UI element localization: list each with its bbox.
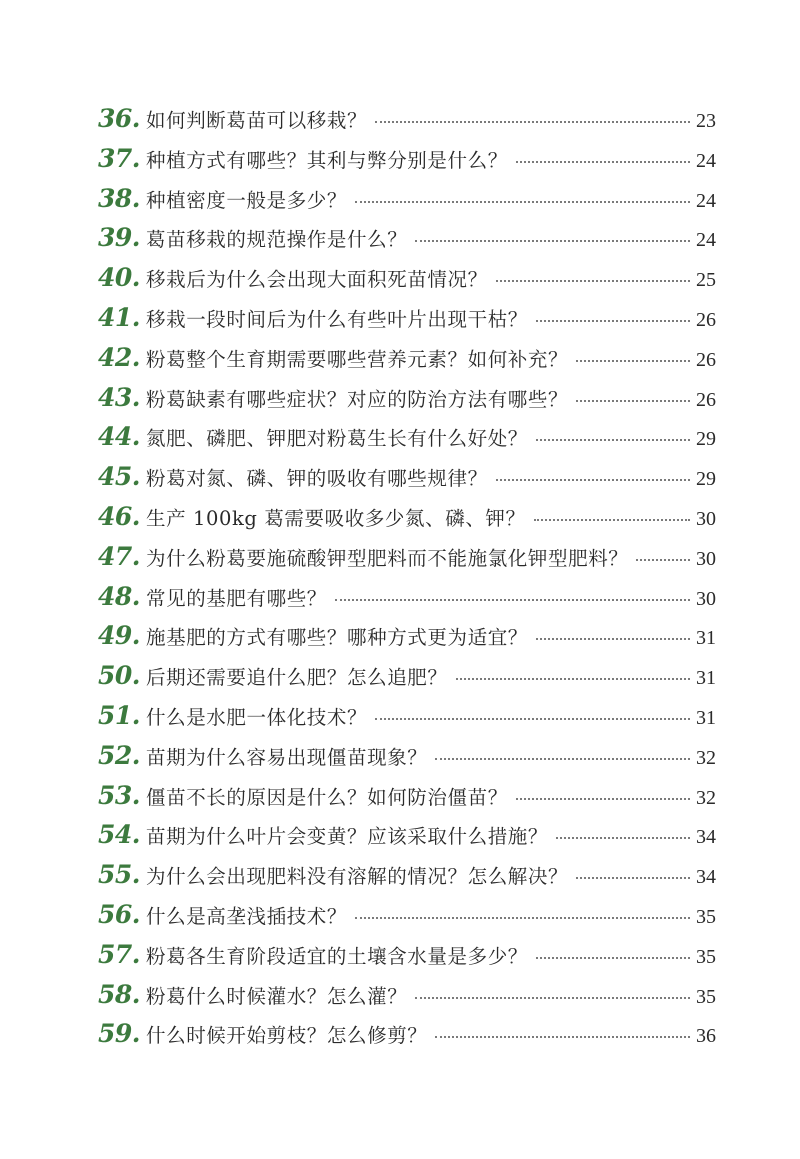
entry-page-number: 25 bbox=[696, 269, 716, 292]
entry-number: 47. bbox=[98, 541, 140, 571]
entry-page-number: 34 bbox=[696, 826, 716, 849]
entry-title: 苗期为什么容易出现僵苗现象？ bbox=[146, 745, 428, 769]
toc-entry[interactable] bbox=[98, 1019, 716, 1059]
dot-leader bbox=[435, 758, 690, 760]
dot-leader bbox=[355, 917, 690, 919]
entry-title: 苗期为什么叶片会变黄？应该采取什么措施？ bbox=[146, 825, 549, 849]
dot-leader bbox=[536, 320, 690, 322]
dot-leader bbox=[536, 638, 690, 640]
entry-number: 54. bbox=[98, 820, 140, 850]
toc-entry[interactable] bbox=[98, 223, 716, 263]
entry-number: 43. bbox=[98, 382, 140, 412]
toc-entry[interactable] bbox=[98, 542, 716, 582]
entry-title: 粉葛什么时候灌水？怎么灌？ bbox=[146, 984, 408, 1008]
entry-number: 49. bbox=[98, 621, 140, 651]
toc-entry[interactable] bbox=[98, 383, 716, 423]
dot-leader bbox=[415, 997, 690, 999]
entry-page-number: 34 bbox=[696, 866, 716, 889]
entry-page-number: 26 bbox=[696, 388, 716, 411]
entry-page-number: 31 bbox=[696, 667, 716, 690]
dot-leader bbox=[375, 718, 690, 720]
entry-page-number: 35 bbox=[696, 985, 716, 1008]
toc-entry[interactable] bbox=[98, 621, 716, 661]
toc-entry[interactable] bbox=[98, 263, 716, 303]
entry-page-number: 31 bbox=[696, 627, 716, 650]
entry-number: 40. bbox=[98, 263, 140, 293]
dot-leader bbox=[496, 280, 690, 282]
entry-title: 种植密度一般是多少？ bbox=[146, 188, 348, 212]
toc-entry[interactable] bbox=[98, 462, 716, 502]
entry-title: 施基肥的方式有哪些？哪种方式更为适宜？ bbox=[146, 626, 528, 650]
entry-title: 为什么会出现肥料没有溶解的情况？怎么解决？ bbox=[146, 865, 569, 889]
toc-entry[interactable] bbox=[98, 303, 716, 343]
entry-title: 氮肥、磷肥、钾肥对粉葛生长有什么好处？ bbox=[146, 427, 528, 451]
entry-title: 粉葛对氮、磷、钾的吸收有哪些规律？ bbox=[146, 467, 488, 491]
toc-entry[interactable] bbox=[98, 144, 716, 184]
entry-page-number: 31 bbox=[696, 706, 716, 729]
entry-title: 移栽后为什么会出现大面积死苗情况？ bbox=[146, 268, 488, 292]
dot-leader bbox=[496, 479, 690, 481]
entry-title: 为什么粉葛要施硫酸钾型肥料而不能施氯化钾型肥料？ bbox=[146, 546, 629, 570]
entry-page-number: 30 bbox=[696, 547, 716, 570]
entry-page-number: 35 bbox=[696, 905, 716, 928]
entry-page-number: 24 bbox=[696, 149, 716, 172]
dot-leader bbox=[576, 360, 690, 362]
toc-entry[interactable] bbox=[98, 104, 716, 144]
dot-leader bbox=[636, 559, 690, 561]
entry-number: 36. bbox=[98, 104, 140, 133]
dot-leader bbox=[556, 837, 690, 839]
entry-page-number: 24 bbox=[696, 229, 716, 252]
entry-page-number: 29 bbox=[696, 468, 716, 491]
toc-entry[interactable] bbox=[98, 860, 716, 900]
entry-page-number: 30 bbox=[696, 507, 716, 530]
entry-title: 什么是水肥一体化技术？ bbox=[146, 705, 368, 729]
entry-title: 常见的基肥有哪些？ bbox=[146, 586, 327, 610]
dot-leader bbox=[536, 957, 690, 959]
entry-page-number: 32 bbox=[696, 786, 716, 809]
toc-entry[interactable] bbox=[98, 582, 716, 622]
dot-leader bbox=[435, 1036, 690, 1038]
entry-number: 46. bbox=[98, 501, 140, 531]
entry-page-number: 32 bbox=[696, 746, 716, 769]
entry-number: 41. bbox=[98, 302, 140, 332]
entry-page-number: 30 bbox=[696, 587, 716, 610]
entry-number: 45. bbox=[98, 462, 140, 492]
entry-title: 什么时候开始剪枝？怎么修剪？ bbox=[146, 1024, 428, 1048]
toc-entry[interactable] bbox=[98, 940, 716, 980]
dot-leader bbox=[536, 439, 690, 441]
entry-title: 粉葛各生育阶段适宜的土壤含水量是多少？ bbox=[146, 944, 528, 968]
entry-title: 葛苗移栽的规范操作是什么？ bbox=[146, 228, 408, 252]
entry-title: 僵苗不长的原因是什么？如何防治僵苗？ bbox=[146, 785, 508, 809]
toc-entry[interactable] bbox=[98, 980, 716, 1020]
toc-entry[interactable] bbox=[98, 502, 716, 542]
entry-number: 57. bbox=[98, 939, 140, 969]
entry-number: 51. bbox=[98, 700, 140, 730]
dot-leader bbox=[576, 877, 690, 879]
entry-title: 后期还需要追什么肥？怎么追肥？ bbox=[146, 666, 448, 690]
toc-entry[interactable] bbox=[98, 781, 716, 821]
entry-title: 移栽一段时间后为什么有些叶片出现干枯？ bbox=[146, 307, 528, 331]
entry-number: 48. bbox=[98, 581, 140, 611]
toc-entry[interactable] bbox=[98, 741, 716, 781]
entry-title: 粉葛缺素有哪些症状？对应的防治方法有哪些？ bbox=[146, 387, 569, 411]
dot-leader bbox=[516, 798, 690, 800]
entry-number: 42. bbox=[98, 342, 140, 372]
dot-leader bbox=[335, 599, 690, 601]
entry-number: 52. bbox=[98, 740, 140, 770]
entry-number: 37. bbox=[98, 143, 140, 173]
entry-number: 44. bbox=[98, 422, 140, 452]
toc-entry[interactable] bbox=[98, 820, 716, 860]
dot-leader bbox=[456, 678, 690, 680]
dot-leader bbox=[375, 121, 690, 123]
dot-leader bbox=[576, 400, 690, 402]
entry-page-number: 26 bbox=[696, 348, 716, 371]
entry-page-number: 23 bbox=[696, 110, 716, 132]
entry-number: 38. bbox=[98, 183, 140, 213]
entry-page-number: 26 bbox=[696, 308, 716, 331]
entry-number: 39. bbox=[98, 223, 140, 253]
toc-entry[interactable] bbox=[98, 701, 716, 741]
entry-title: 种植方式有哪些？其利与弊分别是什么？ bbox=[146, 148, 508, 172]
entry-title: 什么是高垄浅插技术？ bbox=[146, 904, 348, 928]
entry-page-number: 35 bbox=[696, 945, 716, 968]
entry-page-number: 29 bbox=[696, 428, 716, 451]
toc-entry[interactable] bbox=[98, 343, 716, 383]
entry-page-number: 36 bbox=[696, 1025, 716, 1048]
toc-entry[interactable] bbox=[98, 900, 716, 940]
entry-number: 59. bbox=[98, 1019, 140, 1049]
dot-leader bbox=[534, 519, 690, 521]
dot-leader bbox=[516, 161, 690, 163]
dot-leader bbox=[415, 240, 690, 242]
toc-entry[interactable] bbox=[98, 661, 716, 701]
entry-number: 53. bbox=[98, 780, 140, 810]
toc-entry[interactable] bbox=[98, 184, 716, 224]
table-of-contents bbox=[98, 104, 716, 1059]
entry-number: 56. bbox=[98, 899, 140, 929]
entry-page-number: 24 bbox=[696, 189, 716, 212]
entry-number: 50. bbox=[98, 661, 140, 691]
toc-entry[interactable] bbox=[98, 422, 716, 462]
entry-number: 58. bbox=[98, 979, 140, 1009]
entry-title: 粉葛整个生育期需要哪些营养元素？如何补充？ bbox=[146, 347, 569, 371]
entry-title: 生产 100kg 葛需要吸收多少氮、磷、钾？ bbox=[146, 506, 526, 530]
dot-leader bbox=[355, 201, 690, 203]
entry-title: 如何判断葛苗可以移栽？ bbox=[146, 109, 368, 132]
entry-number: 55. bbox=[98, 860, 140, 890]
